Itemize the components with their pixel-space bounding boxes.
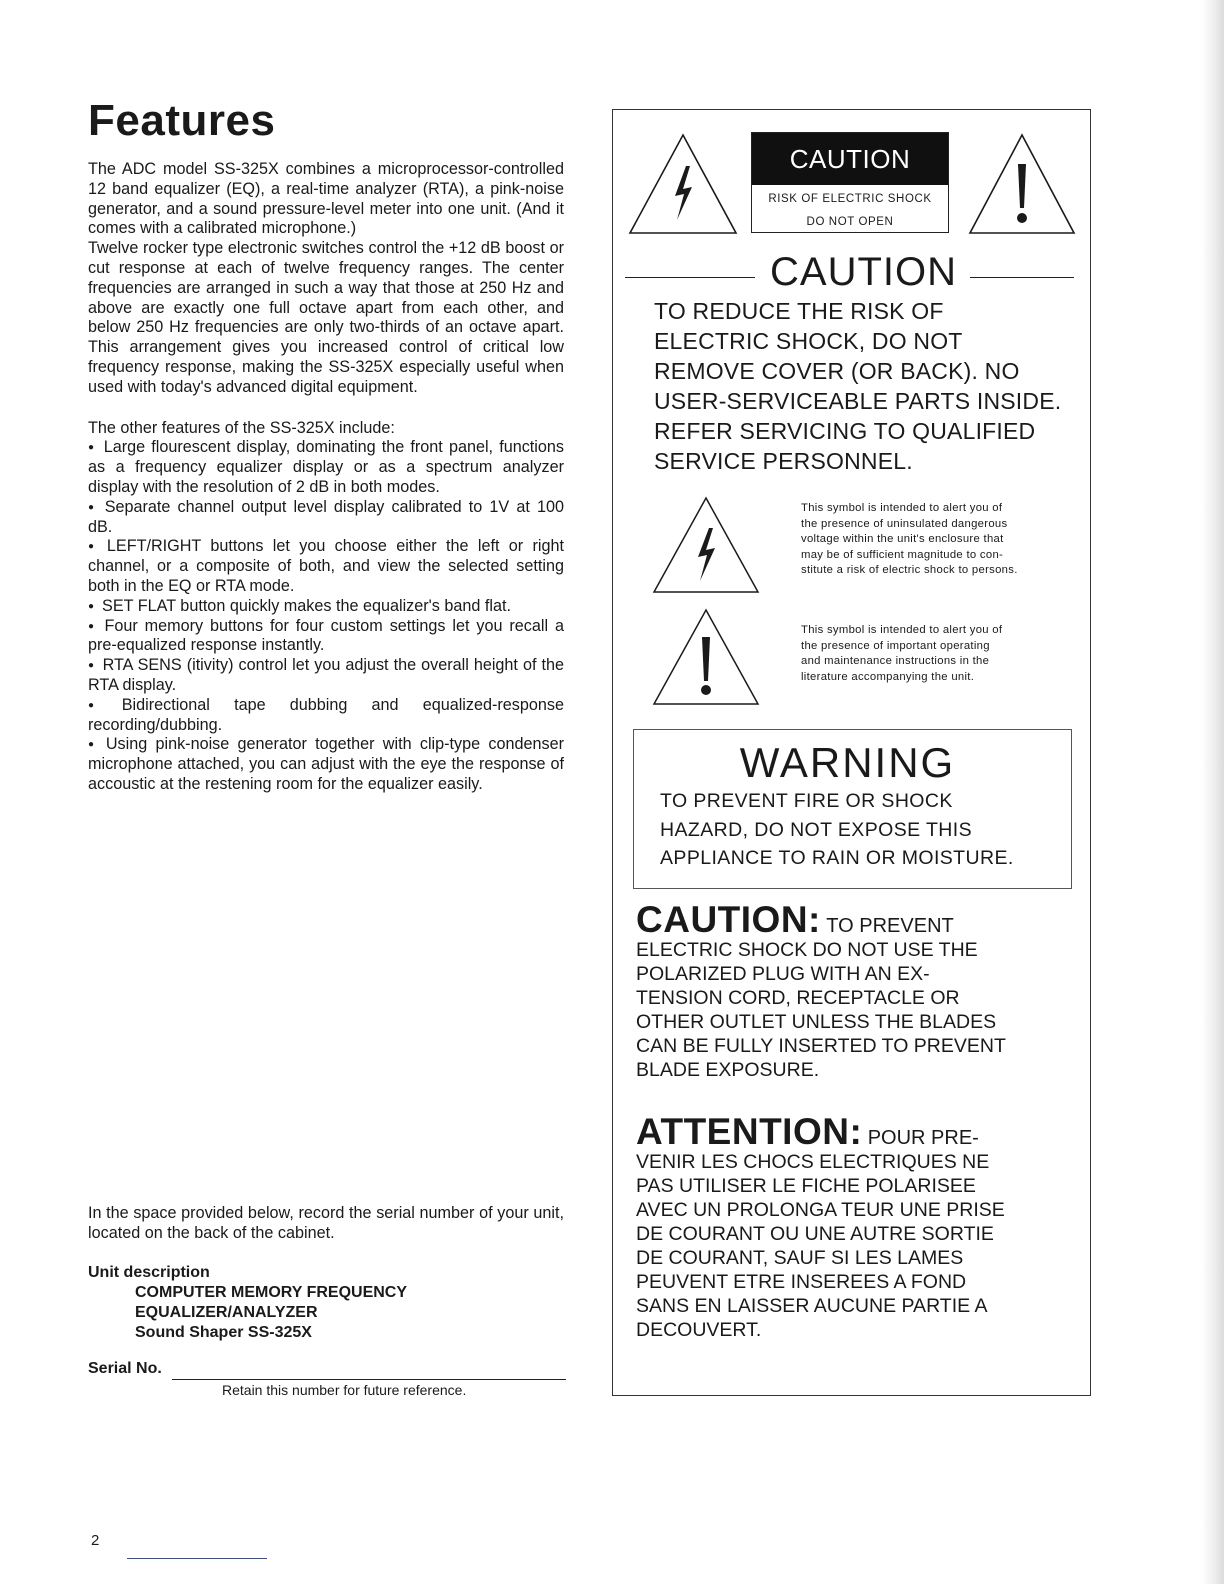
symbol-text-line: literature accompanying the unit. (801, 670, 975, 683)
feature-bullet: ● Separate channel output level display calibrated to 1V at 100 dB. (88, 498, 564, 538)
feature-bullet: ● LEFT/RIGHT buttons let you choose either the left or right channel, or a composite of both, and view the selected setting both in the EQ or RTA mode. (88, 537, 564, 596)
plug-caution-line: TENSION CORD, RECEPTACLE OR (636, 987, 960, 1009)
plug-caution-line: ELECTRIC SHOCK DO NOT USE THE (636, 939, 978, 961)
plug-caution-line: OTHER OUTLET UNLESS THE BLADES (636, 1011, 997, 1033)
exclamation-warning-icon (967, 132, 1077, 236)
attention-line: AVEC UN PROLONGA TEUR UNE PRISE (636, 1199, 1005, 1221)
caution-line: REFER SERVICING TO QUALIFIED (654, 418, 1036, 444)
attention-lead: ATTENTION: (636, 1111, 863, 1152)
caution-line: ELECTRIC SHOCK, DO NOT (654, 328, 963, 354)
features-other-intro: The other features of the SS-325X include: (88, 418, 395, 437)
serial-number-label: Serial No. (88, 1360, 162, 1377)
page-edge-shadow (1202, 0, 1224, 1584)
symbol-text-line: This symbol is intended to alert you of (801, 624, 1003, 636)
caution-line: USER-SERVICEABLE PARTS INSIDE. (654, 388, 1062, 414)
attention-line: PEUVENT ETRE INSEREES A FOND (636, 1271, 967, 1293)
features-intro: The ADC model SS-325X combines a microprocessor-controlled 12 band equalizer (EQ), a real-time analyzer (RTA), a pink-noise generator, and a sound pressure-level meter into one unit. (And it comes with a calibrated microphone.) (88, 160, 564, 238)
symbol-text-line: the presence of important operating (801, 639, 990, 652)
feature-bullet: ● Using pink-noise generator together with clip-type condenser microphone attached, you can adjust with the eye the response of accoustic at the restening room for the equalizer easily. (88, 735, 564, 794)
plug-caution-lead-tail: TO PREVENT (826, 915, 954, 937)
plug-caution-line: POLARIZED PLUG WITH AN EX- (636, 963, 930, 985)
plug-caution (636, 899, 1076, 1082)
attention-line: VENIR LES CHOCS ELECTRIQUES NE (636, 1151, 990, 1173)
attention-line: DE COURANT, SAUF SI LES LAMES (636, 1247, 964, 1269)
caution-label-title: CAUTION (752, 133, 948, 185)
caution-instructions (654, 296, 1074, 476)
plug-caution-line: CAN BE FULLY INSERTED TO PREVENT (636, 1035, 1006, 1057)
symbol-text-line: and maintenance instructions in the (801, 655, 990, 668)
attention-line: PAS UTILISER LE FICHE POLARISEE (636, 1175, 976, 1197)
warning-line: TO PREVENT FIRE OR SHOCK (660, 790, 953, 812)
unit-description (88, 1263, 564, 1343)
safety-warnings-box (612, 109, 1091, 1396)
symbol-text-line: the presence of uninsulated dangerous (801, 517, 1008, 530)
caution-line: SERVICE PERSONNEL. (654, 448, 913, 474)
lightning-warning-icon (627, 132, 739, 236)
page-number: 2 (91, 1532, 100, 1549)
footer-rule (127, 1558, 267, 1559)
caution-heading (625, 250, 1075, 300)
unit-description-line: EQUALIZER/ANALYZER (135, 1304, 318, 1321)
attention-line: DECOUVERT. (636, 1319, 762, 1341)
serial-intro: In the space provided below, record the serial number of your unit, located on the back of the cabinet. (88, 1204, 564, 1242)
symbol-text-line: stitute a risk of electric shock to persons. (801, 564, 1018, 577)
lightning-symbol-icon (651, 495, 761, 595)
feature-bullet: ● Four memory buttons for four custom settings let you recall a pre-equalized response instantly. (88, 617, 564, 657)
warning-title: WARNING (739, 739, 956, 786)
attention-lead-tail: POUR PRE- (867, 1127, 979, 1149)
caution-label (751, 132, 949, 233)
plug-caution-lead: CAUTION: (636, 899, 821, 940)
feature-bullet: ● Large flourescent display, dominating the front panel, functions as a frequency equalizer display or as a spectrum analyzer display with the resolution of 2 dB in both modes. (88, 438, 564, 497)
warning-box (633, 729, 1072, 889)
feature-bullet: ● Bidirectional tape dubbing and equalized-response recording/dubbing. (88, 696, 564, 736)
heading-rule (970, 277, 1074, 278)
feature-bullet: ● RTA SENS (itivity) control let you adjust the overall height of the RTA display. (88, 656, 564, 696)
lightning-symbol-explanation (801, 501, 1063, 579)
caution-line: TO REDUCE THE RISK OF (654, 298, 944, 324)
warning-line: APPLIANCE TO RAIN OR MOISTURE. (660, 847, 1014, 869)
caution-label-line: RISK OF ELECTRIC SHOCK (768, 193, 932, 205)
serial-number-blank-line (172, 1379, 566, 1380)
attention-line: DE COURANT OU UNE AUTRE SORTIE (636, 1223, 994, 1245)
unit-description-label: Unit description (88, 1264, 210, 1281)
plug-caution-line: BLADE EXPOSURE. (636, 1059, 820, 1081)
attention-line: SANS EN LAISSER AUCUNE PARTIE A (636, 1295, 988, 1317)
serial-number-field (88, 1360, 566, 1378)
caution-label-line: DO NOT OPEN (806, 216, 894, 228)
symbol-text-line: may be of sufficient magnitude to con- (801, 548, 1004, 561)
caution-heading-text: CAUTION (770, 250, 957, 294)
unit-description-line: Sound Shaper SS-325X (135, 1324, 312, 1341)
feature-bullet: ● SET FLAT button quickly makes the equalizer's band flat. (88, 597, 564, 617)
symbol-text-line: voltage within the unit's enclosure that (801, 533, 1004, 546)
features-switches: Twelve rocker type electronic switches control the +12 dB boost or cut response at each of twelve frequency ranges. The center frequencies are arranged in such a way that those at 250 Hz and above are exactly one full octave apart from each other, and below 250 Hz frequencies are only two-thirds of an octave apart. This arrangement gives you increased control of critical low frequency response, making the SS-325X especially useful when used with today's advanced digital equipment. (88, 239, 564, 396)
caution-line: REMOVE COVER (OR BACK). NO (654, 358, 1020, 384)
attention-french (636, 1111, 1076, 1342)
exclamation-symbol-icon (651, 607, 761, 707)
symbol-text-line: This symbol is intended to alert you of (801, 502, 1003, 514)
page-title: Features (88, 96, 276, 145)
exclamation-symbol-explanation (801, 623, 1063, 685)
heading-rule (625, 277, 755, 278)
unit-description-line: COMPUTER MEMORY FREQUENCY (135, 1284, 408, 1301)
warning-line: HAZARD, DO NOT EXPOSE THIS (660, 818, 972, 841)
features-section (88, 96, 564, 795)
retain-note: Retain this number for future reference. (222, 1382, 467, 1398)
